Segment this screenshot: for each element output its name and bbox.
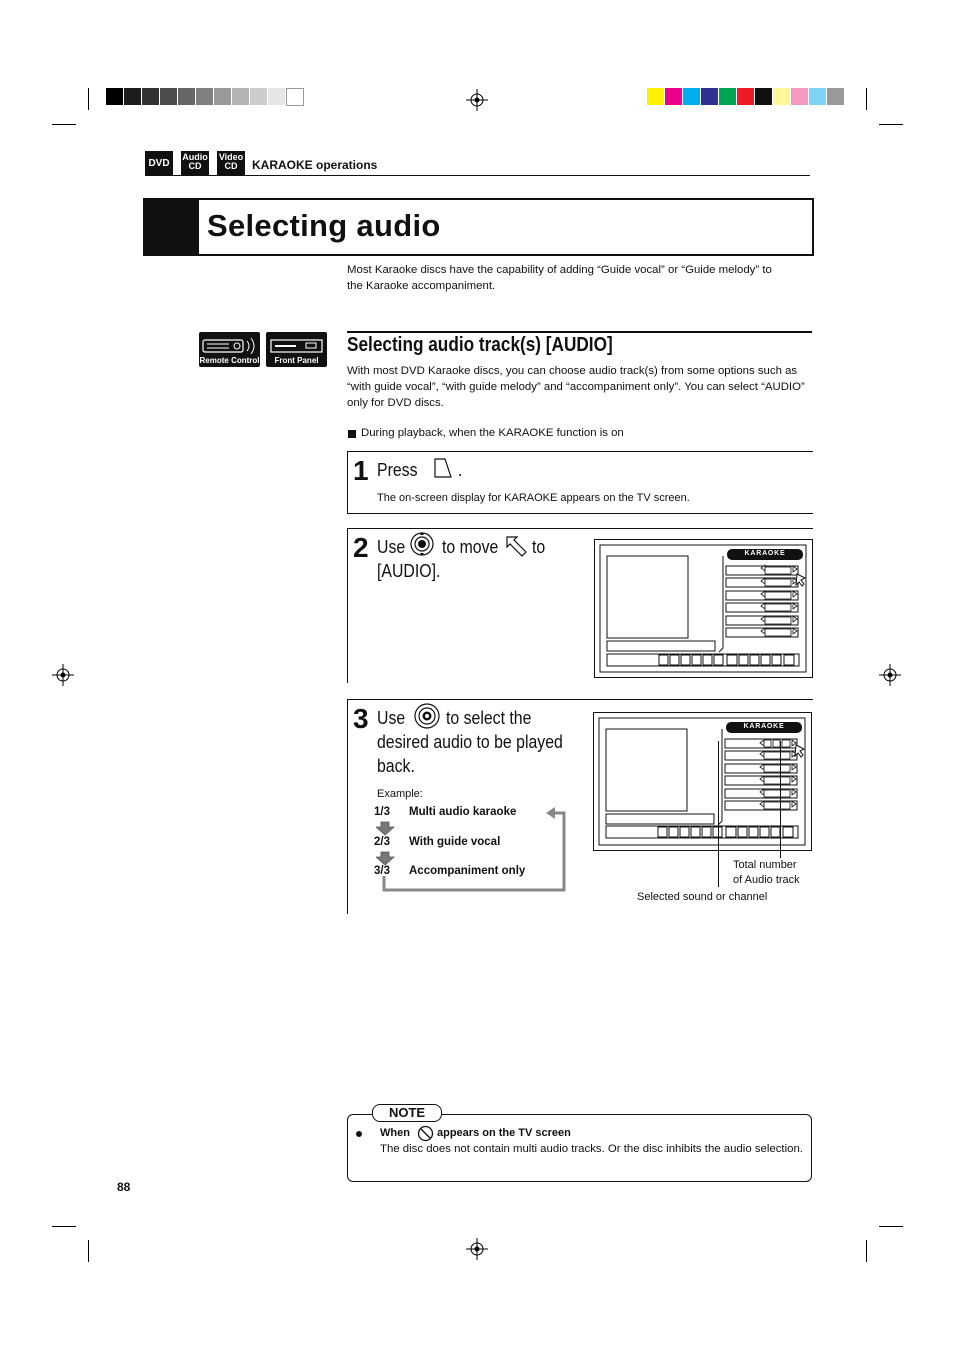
note-body: The disc does not contain multi audio tracks. Or the disc inhibits the audio selection.	[380, 1143, 803, 1155]
osd-karaoke-label: KARAOKE	[744, 550, 786, 557]
subsection-description: With most DVD Karaoke discs, you can choose audio track(s) from some options such as “with guide vocal”, “with guide melody” and “accompaniment only”. You can select “AUDIO” only for DVD discs.	[347, 365, 805, 409]
example-text-2: With guide vocal	[409, 836, 501, 848]
note-heading-b: appears on the TV screen	[437, 1127, 571, 1139]
intro-text: Most Karaoke discs have the capability of adding “Guide vocal” or “Guide melody” to the Karaoke accompaniment.	[347, 264, 772, 292]
example-code-2: 2/3	[374, 836, 390, 848]
callout-total	[733, 858, 800, 888]
example-text-1: Multi audio karaoke	[409, 806, 517, 818]
example-code-1: 1/3	[374, 806, 390, 818]
example-code-3: 3/3	[374, 865, 390, 877]
title-block	[145, 200, 199, 254]
step1-number: 1	[353, 455, 369, 486]
callout-line-total	[780, 741, 781, 858]
front-panel-label: Front Panel	[274, 356, 319, 365]
prohibited-icon	[417, 1125, 434, 1142]
remote-control-label: Remote Control	[199, 356, 260, 365]
step1-text-press: Press	[377, 460, 418, 480]
cursor-dial-icon	[410, 531, 434, 557]
step1-note: The on-screen display for KARAOKE appears on the TV screen.	[377, 492, 690, 504]
example-text-3: Accompaniment only	[409, 865, 526, 877]
step1-text-period: .	[458, 460, 463, 480]
note-bullet-icon	[356, 1131, 362, 1137]
note-label: NOTE	[372, 1104, 442, 1122]
badge-audio-cd: Audio CD	[181, 151, 209, 176]
step2-text-to: to	[532, 537, 546, 557]
step2-text-to-move: to move	[442, 537, 499, 557]
step3-text-to-select: to select the	[446, 708, 532, 728]
section-label: KARAOKE operations	[252, 158, 378, 172]
step2-text-use: Use	[377, 537, 406, 557]
callout-line-selected	[718, 741, 719, 887]
select-dial-icon	[412, 703, 442, 729]
subsection-title: Selecting audio track(s) [AUDIO]	[347, 334, 613, 356]
registration-target-icon	[466, 1238, 488, 1260]
front-panel-icon	[266, 332, 327, 367]
callout-total-line1: Total number	[733, 859, 797, 871]
step3-text-back: back.	[377, 756, 415, 776]
title-box	[143, 198, 814, 256]
step2-number: 2	[353, 532, 369, 563]
step3-text-use: Use	[377, 708, 406, 728]
subsection-rule	[347, 331, 812, 333]
callout-total-line2: of Audio track	[733, 874, 800, 886]
osd-karaoke-label: KARAOKE	[743, 723, 785, 730]
step3-text-desired: desired audio to be played	[377, 732, 563, 752]
step2-text-audio: [AUDIO].	[377, 561, 441, 581]
example-label: Example:	[377, 788, 423, 800]
registration-target-icon	[52, 664, 74, 686]
step3-number: 3	[353, 703, 369, 734]
registration-target-icon	[466, 89, 488, 111]
pointer-arrow-icon	[505, 535, 529, 559]
badge-dvd: DVD	[145, 151, 173, 176]
note-heading-a: When	[380, 1127, 410, 1139]
callout-selected: Selected sound or channel	[637, 891, 768, 903]
condition-text: During playback, when the KARAOKE function is on	[361, 427, 624, 439]
registration-target-icon	[879, 664, 901, 686]
example-cycle-arrows	[376, 806, 570, 894]
badge-video-cd: Video CD	[217, 151, 245, 176]
karaoke-button-icon	[431, 457, 453, 479]
osd-screen-step2	[594, 539, 813, 678]
header-rule	[145, 175, 810, 176]
page-title: Selecting audio	[207, 208, 441, 243]
remote-control-icon	[199, 332, 260, 367]
condition-bullet-icon	[348, 430, 356, 438]
page-number: 88	[117, 1180, 131, 1194]
